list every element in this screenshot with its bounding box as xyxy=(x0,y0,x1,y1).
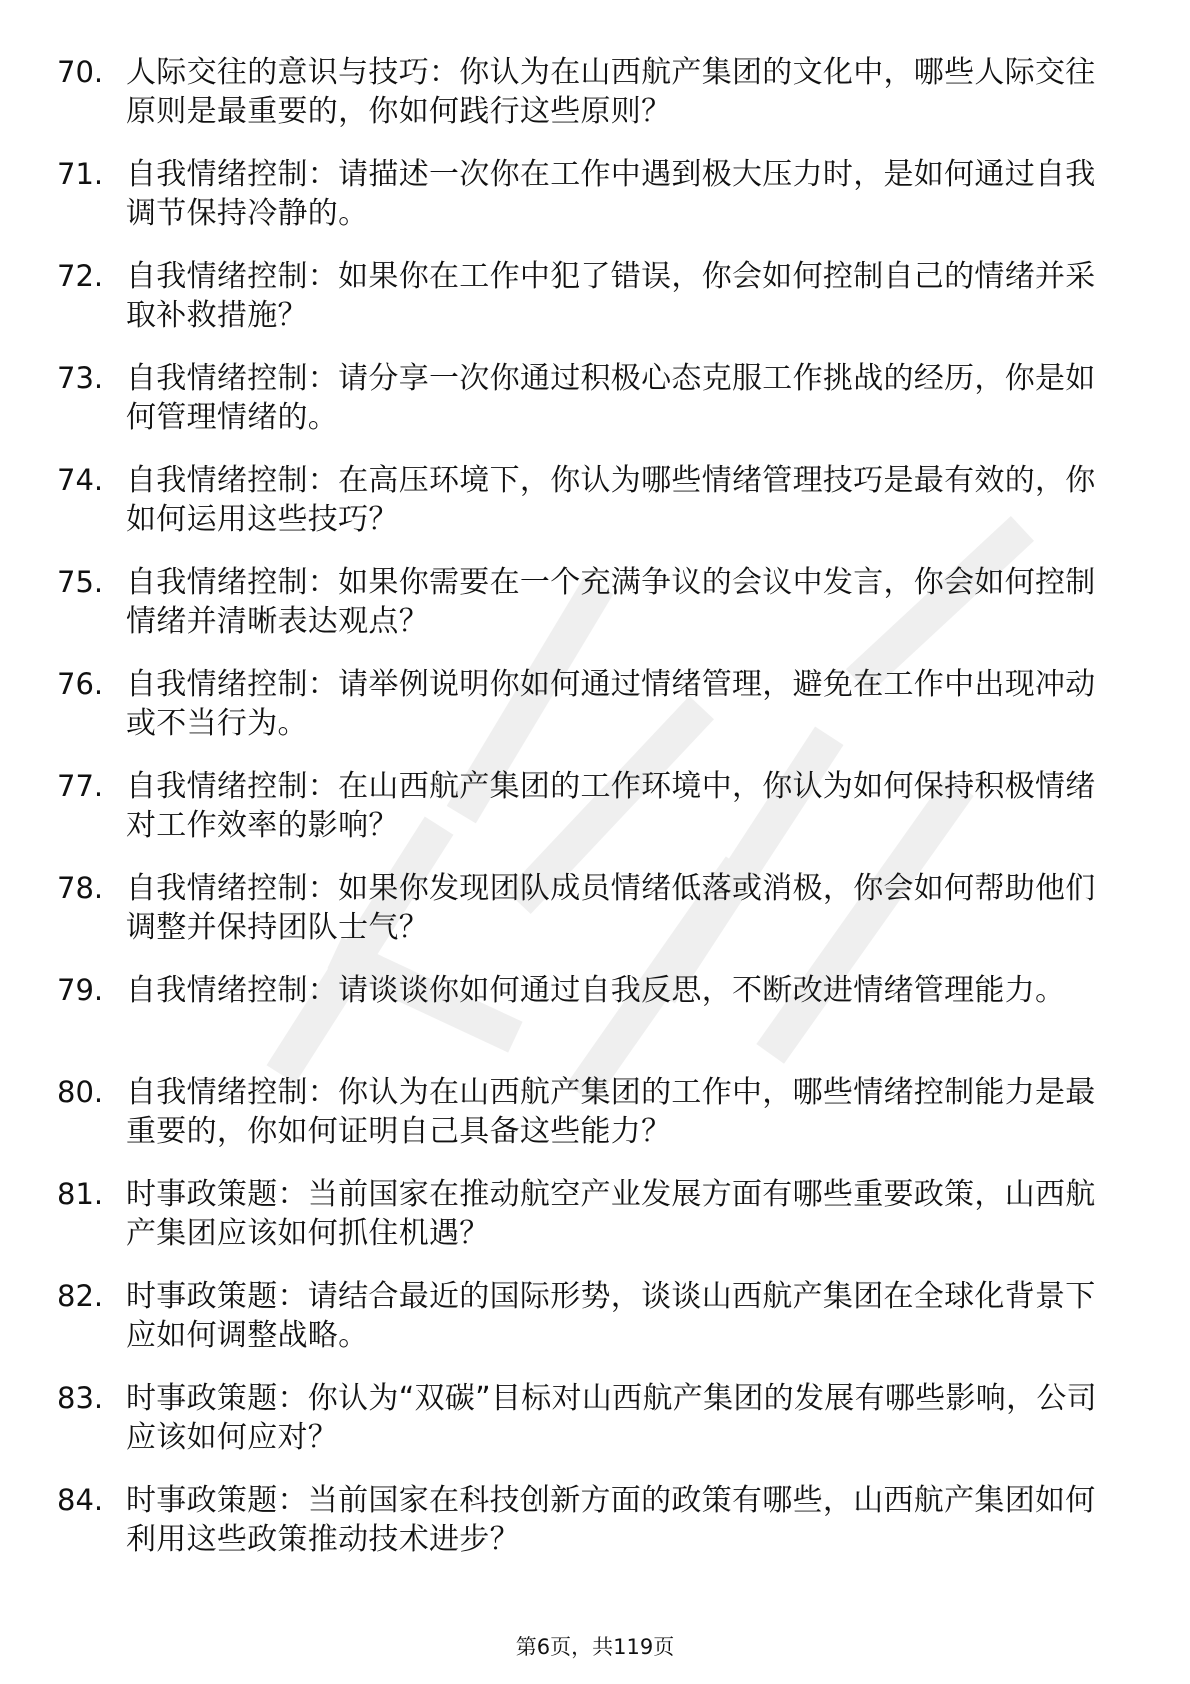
list-item xyxy=(0,1073,1190,1175)
list-item xyxy=(0,155,1190,257)
item-text: 自我情绪控制：请描述一次你在工作中遇到极大压力时，是如何通过自我调节保持冷静的。 xyxy=(126,157,1096,231)
item-text: 自我情绪控制：请谈谈你如何通过自我反思，不断改进情绪管理能力。 xyxy=(126,973,1066,1008)
item-number: 81. xyxy=(57,1177,104,1211)
list-item xyxy=(0,461,1190,563)
item-text: 时事政策题：当前国家在科技创新方面的政策有哪些，山西航产集团如何利用这些政策推动技术进步？ xyxy=(126,1483,1096,1557)
item-text: 自我情绪控制：如果你在工作中犯了错误，你会如何控制自己的情绪并采取补救措施？ xyxy=(126,259,1096,333)
list-item xyxy=(0,257,1190,359)
item-number: 75. xyxy=(57,565,104,599)
item-text: 人际交往的意识与技巧：你认为在山西航产集团的文化中，哪些人际交往原则是最重要的，你如何践行这些原则？ xyxy=(126,55,1096,129)
list-item xyxy=(0,359,1190,461)
page-footer: 第6页，共119页 xyxy=(515,1635,675,1659)
item-number: 84. xyxy=(57,1483,104,1517)
list-item xyxy=(0,1277,1190,1379)
item-number: 79. xyxy=(57,973,104,1007)
item-text: 自我情绪控制：在高压环境下，你认为哪些情绪管理技巧是最有效的，你如何运用这些技巧？ xyxy=(126,463,1096,537)
item-text: 自我情绪控制：请举例说明你如何通过情绪管理，避免在工作中出现冲动或不当行为。 xyxy=(126,667,1096,741)
list-item xyxy=(0,1481,1190,1583)
item-number: 83. xyxy=(57,1381,104,1415)
item-text: 自我情绪控制：在山西航产集团的工作环境中，你认为如何保持积极情绪对工作效率的影响？ xyxy=(126,769,1096,843)
item-number: 80. xyxy=(57,1075,104,1109)
list-item xyxy=(0,665,1190,767)
question-list xyxy=(0,53,1190,1583)
item-text: 自我情绪控制：如果你需要在一个充满争议的会议中发言，你会如何控制情绪并清晰表达观点？ xyxy=(126,565,1096,639)
item-text: 自我情绪控制：如果你发现团队成员情绪低落或消极，你会如何帮助他们调整并保持团队士气？ xyxy=(126,871,1096,945)
list-item xyxy=(0,869,1190,971)
item-number: 76. xyxy=(57,667,104,701)
item-number: 82. xyxy=(57,1279,104,1313)
item-number: 72. xyxy=(57,259,104,293)
list-item xyxy=(0,563,1190,665)
item-number: 71. xyxy=(57,157,104,191)
item-text: 自我情绪控制：你认为在山西航产集团的工作中，哪些情绪控制能力是最重要的，你如何证明自己具备这些能力？ xyxy=(126,1075,1096,1149)
list-item xyxy=(0,971,1190,1073)
item-text: 自我情绪控制：请分享一次你通过积极心态克服工作挑战的经历，你是如何管理情绪的。 xyxy=(126,361,1096,435)
item-text: 时事政策题：当前国家在推动航空产业发展方面有哪些重要政策，山西航产集团应该如何抓住机遇？ xyxy=(126,1177,1096,1251)
item-number: 74. xyxy=(57,463,104,497)
item-number: 77. xyxy=(57,769,104,803)
item-number: 78. xyxy=(57,871,104,905)
list-item xyxy=(0,1379,1190,1481)
list-item xyxy=(0,767,1190,869)
item-number: 73. xyxy=(57,361,104,395)
item-text: 时事政策题：请结合最近的国际形势，谈谈山西航产集团在全球化背景下应如何调整战略。 xyxy=(126,1279,1096,1353)
item-text: 时事政策题：你认为“双碳”目标对山西航产集团的发展有哪些影响，公司应该如何应对？ xyxy=(126,1381,1097,1455)
item-number: 70. xyxy=(57,55,104,89)
list-item xyxy=(0,1175,1190,1277)
list-item xyxy=(0,53,1190,155)
